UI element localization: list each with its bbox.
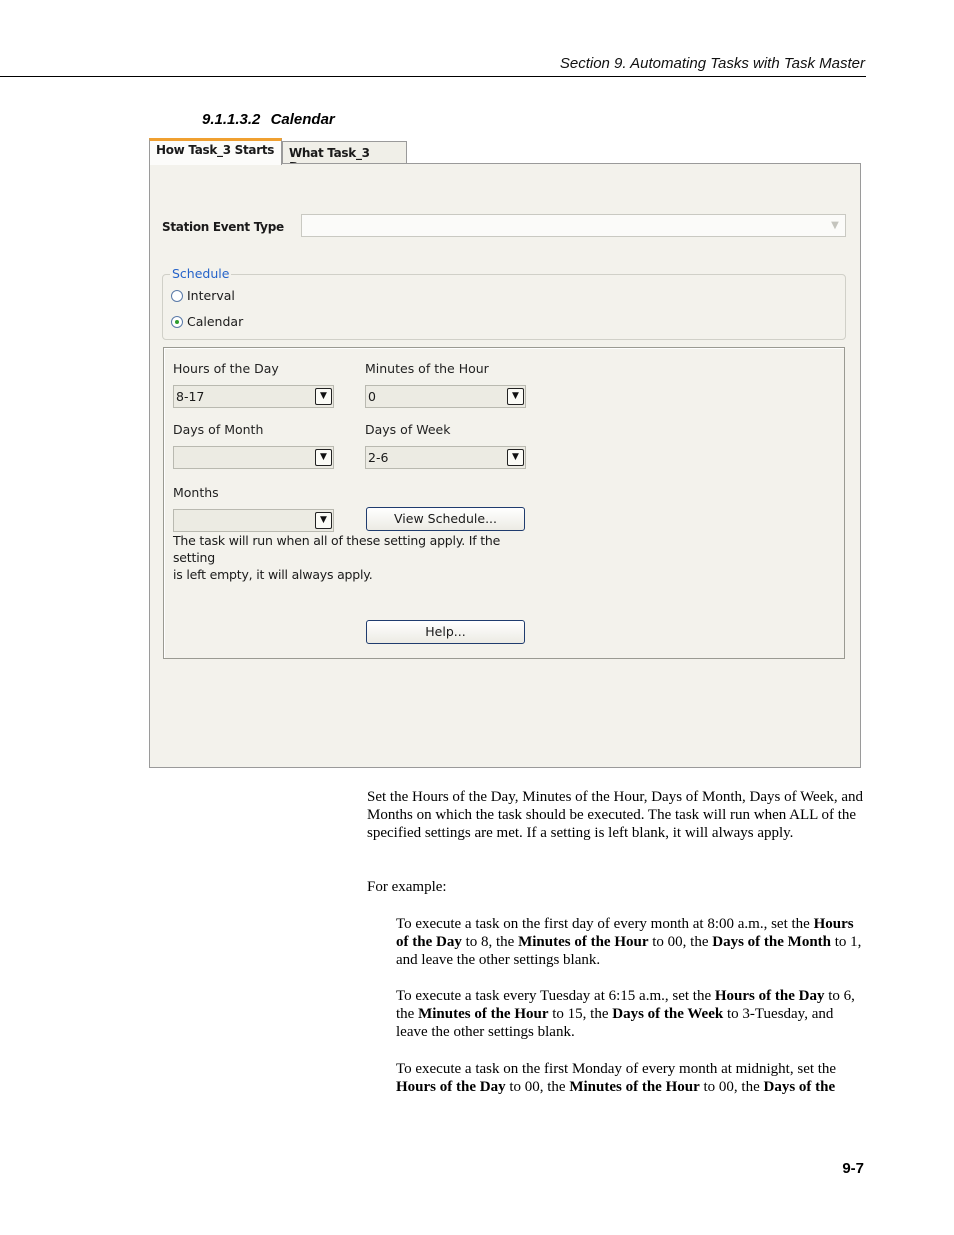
- radio-circle-icon: [171, 290, 183, 302]
- example-paragraph-3: [396, 1060, 866, 1096]
- example-paragraph-2: [396, 987, 866, 1041]
- hours-value: 8-17: [176, 389, 205, 404]
- chevron-down-icon[interactable]: ▼: [315, 388, 332, 405]
- calendar-settings-box: [163, 347, 845, 659]
- chevron-down-icon[interactable]: ▼: [507, 449, 524, 466]
- ex3-text-2: to 00, the: [505, 1079, 570, 1095]
- ex2-text-4: to 3-Tuesday, and leave the other settings blank.: [396, 1006, 834, 1040]
- note-line-1: The task will run when all of these setting apply. If the setting: [173, 533, 501, 565]
- ex3-bold-2: Minutes of the Hour: [569, 1079, 700, 1095]
- ex3-bold-3: Days of the: [763, 1079, 836, 1095]
- ex2-text-1: To execute a task every Tuesday at 6:15 a.m., set the: [396, 988, 715, 1004]
- section-number: 9.1.1.3.2: [202, 111, 261, 128]
- radio-calendar-label: Calendar: [187, 314, 244, 329]
- minutes-value: 0: [368, 389, 376, 404]
- ex2-text-3: to 15, the: [548, 1006, 613, 1022]
- radio-calendar[interactable]: [171, 314, 243, 329]
- minutes-label: Minutes of the Hour: [365, 361, 489, 376]
- station-event-type-select[interactable]: [301, 214, 846, 237]
- ex1-bold-1: Hours of the Day: [396, 916, 854, 950]
- schedule-note: [173, 532, 543, 583]
- months-label: Months: [173, 485, 219, 500]
- section-title: Calendar: [270, 111, 335, 128]
- schedule-group: [162, 274, 846, 340]
- ex2-bold-2: Minutes of the Hour: [418, 1006, 549, 1022]
- for-example-paragraph: For example:: [367, 879, 447, 895]
- ex3-bold-1: Hours of the Day: [396, 1079, 506, 1095]
- days-month-combo[interactable]: [173, 446, 334, 469]
- schedule-legend: Schedule: [172, 266, 230, 281]
- minutes-combo[interactable]: [365, 385, 526, 408]
- hours-combo[interactable]: [173, 385, 334, 408]
- station-event-type-label: Station Event Type: [162, 220, 284, 234]
- ex1-bold-2: Minutes of the Hour: [518, 934, 649, 950]
- ex3-text-1: To execute a task on the first Monday of every month at midnight, set the: [396, 1061, 837, 1077]
- chevron-down-icon[interactable]: ▼: [315, 449, 332, 466]
- ex1-bold-3: Days of the Month: [712, 934, 831, 950]
- running-header: Section 9. Automating Tasks with Task Master: [559, 55, 865, 72]
- ex2-bold-3: Days of the Week: [612, 1006, 724, 1022]
- task-dialog-screenshot: [149, 138, 861, 768]
- months-combo[interactable]: [173, 509, 334, 532]
- ex2-text-2: to 6, the: [396, 988, 855, 1022]
- radio-interval[interactable]: [171, 288, 235, 303]
- ex1-text-3: to 00, the: [648, 934, 713, 950]
- radio-interval-label: Interval: [187, 288, 235, 303]
- ex3-text-3: to 00, the: [699, 1079, 764, 1095]
- days-month-label: Days of Month: [173, 422, 264, 437]
- page-number: 9-7: [842, 1160, 864, 1177]
- view-schedule-button[interactable]: View Schedule...: [366, 507, 525, 531]
- header-rule: [0, 76, 866, 77]
- ex1-text-4: to 1, and leave the other settings blank.: [396, 934, 862, 968]
- tab-panel: [149, 163, 861, 768]
- hours-label: Hours of the Day: [173, 361, 279, 376]
- days-week-combo[interactable]: [365, 446, 526, 469]
- tab-what-task-does[interactable]: What Task_3: [282, 141, 407, 165]
- ex2-bold-1: Hours of the Day: [714, 988, 825, 1004]
- ex1-text-1: To execute a task on the first day of every month at 8:00 a.m., set the: [396, 916, 814, 932]
- days-week-value: 2-6: [368, 450, 389, 465]
- tab-how-task-starts[interactable]: How Task_3 Starts: [149, 138, 282, 165]
- chevron-down-icon[interactable]: ▼: [507, 388, 524, 405]
- ex1-text-2: to 8, the: [461, 934, 519, 950]
- example-paragraph-1: [396, 915, 866, 969]
- help-button[interactable]: Help...: [366, 620, 525, 644]
- chevron-down-icon: ▼: [831, 220, 839, 231]
- note-line-2: is left empty, it will always apply.: [173, 567, 373, 582]
- radio-selected-icon: [171, 316, 183, 328]
- intro-paragraph: Set the Hours of the Day, Minutes of the Hour, Days of Month, Days of Week, and Months on which the task should be executed. The task will run when ALL of the specified settings are met. If a setting is left blank, it will always apply.: [367, 789, 864, 841]
- section-heading: [202, 111, 335, 128]
- chevron-down-icon[interactable]: ▼: [315, 512, 332, 529]
- days-week-label: Days of Week: [365, 422, 451, 437]
